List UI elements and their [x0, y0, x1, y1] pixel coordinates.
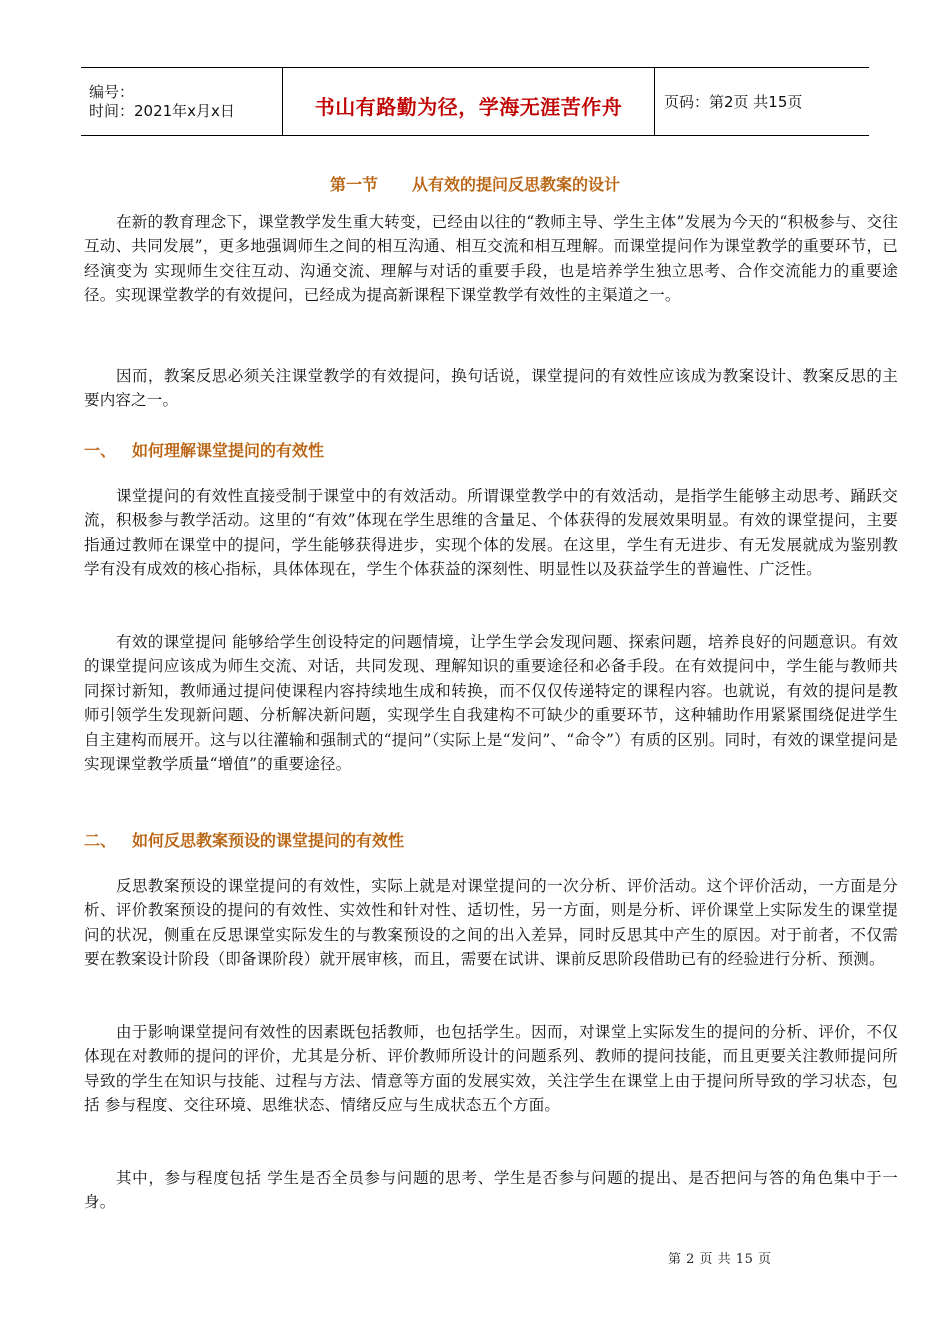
- paragraph-1: 在新的教育理念下，课堂教学发生重大转变，已经由以往的“教师主导、学生主体”发展为今天的“积极参与、交往互动、共同发展”，更多地强调师生之间的相互沟通、相互交流和相互理解。而课堂提问作为课堂教学的重要环节，已经演变为 实现师生交往互动、沟通交流、理解与对话的重要手段，也是培养学生独立思考、合作交流能力的重要途径。实现课堂教学的有效提问，已经成为提高新课程下课堂教学有效性的主渠道之一。: [84, 213, 898, 305]
- page-footer: 第 2 页 共 15 页: [668, 1252, 772, 1267]
- paragraph-4: 有效的课堂提问 能够给学生创设特定的问题情境，让学生学会发现问题、探索问题，培养良好的问题意识。有效的课堂提问应该成为师生交流、对话，共同发现、理解知识的重要途径和必备手段。在有效提问中，学生能与教师共同探讨新知，教师通过提问使课程内容持续地生成和转换，而不仅仅传递特定的课程内容。也就说，有效的提问是教师引领学生发现新问题、分析解决新问题，实现学生自我建构不可缺少的重要环节，这种辅助作用紧紧围绕促进学生自主建构而展开。这与以往灌输和强制式的“提问”（实际上是“发问”、“命令”）有质的区别。同时，有效的课堂提问是实现课堂教学质量“增值”的重要途径。: [84, 633, 898, 774]
- date-text: 时间：2021年x月x日: [89, 101, 235, 120]
- paragraph-6: 由于影响课堂提问有效性的因素既包括教师，也包括学生。因而，对课堂上实际发生的提问的分析、评价，不仅体现在对教师的提问的评价，尤其是分析、评价教师所设计的问题系列、教师的提问技能，而且更要关注教师提问所导致的学生在知识与技能、过程与方法、情意等方面的发展实效，关注学生在课堂上由于提问所导致的学习状态，包括 参与程度、交往环境、思维状态、情绪反应与生成状态五个方面。: [84, 1023, 898, 1115]
- subheading-1-text: 如何理解课堂提问的有效性: [132, 441, 325, 460]
- subheading-2: [84, 828, 404, 851]
- subheading-1: [84, 438, 324, 461]
- section-number: 第一节: [330, 175, 379, 194]
- header-middle-cell: [282, 68, 655, 135]
- header-table: [81, 67, 869, 136]
- header-right-cell: [655, 68, 869, 135]
- subheading-2-text: 如何反思教案预设的课堂提问的有效性: [132, 831, 405, 850]
- subheading-1-number: 一、: [84, 441, 117, 460]
- paragraph-3: 课堂提问的有效性直接受制于课堂中的有效活动。所谓课堂教学中的有效活动，是指学生能够主动思考、踊跃交流，积极参与教学活动。这里的“有效”体现在学生思维的含量足、个体获得的发展效果明显。有效的课堂提问，主要指通过教师在课堂中的提问，学生能够获得进步，实现个体的发展。在这里，学生有无进步、有无发展就成为鉴别教学有没有成效的核心指标，具体体现在，学生个体获益的深刻性、明显性以及获益学生的普遍性、广泛性。: [84, 487, 898, 579]
- page-info: 页码：第2页 共15页: [664, 93, 803, 111]
- header-left-cell: [81, 68, 282, 135]
- section-title: [330, 172, 620, 195]
- subheading-2-number: 二、: [84, 831, 117, 850]
- motto: 书山有路勤为径，学海无涯苦作舟: [314, 95, 623, 119]
- paragraph-7: 其中，参与程度包括 学生是否全员参与问题的思考、学生是否参与问题的提出、是否把问与答的角色集中于一身。: [84, 1169, 898, 1212]
- paragraph-2: 因而，教案反思必须关注课堂教学的有效提问，换句话说，课堂提问的有效性应该成为教案设计、教案反思的主要内容之一。: [84, 367, 898, 410]
- serial-label: 编号：: [89, 82, 135, 101]
- paragraph-5: 反思教案预设的课堂提问的有效性，实际上就是对课堂提问的一次分析、评价活动。这个评价活动，一方面是分析、评价教案预设的提问的有效性、实效性和针对性、适切性，另一方面，则是分析、评价课堂上实际发生的课堂提问的状况，侧重在反思课堂实际发生的与教案预设的之间的出入差异，同时反思其中产生的原因。对于前者，不仅需要在教案设计阶段（即备课阶段）就开展审核，而且，需要在试讲、课前反思阶段借助已有的经验进行分析、预测。: [84, 877, 898, 969]
- section-title-text: 从有效的提问反思教案的设计: [412, 175, 621, 194]
